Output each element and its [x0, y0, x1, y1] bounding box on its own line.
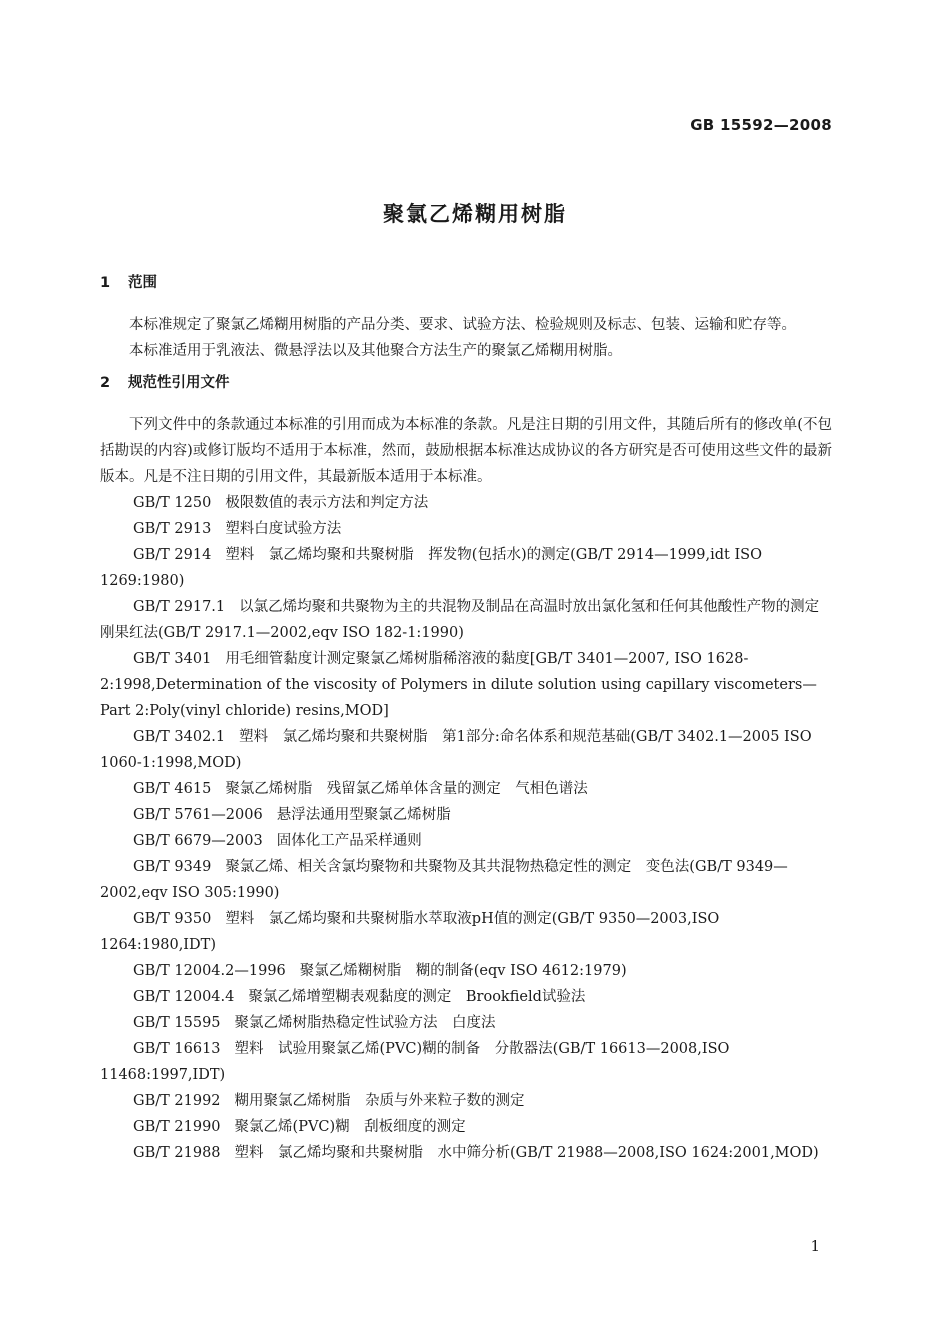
reference-item	[100, 854, 832, 906]
page-number: 1	[810, 1237, 820, 1255]
reference-item	[100, 1010, 832, 1036]
reference-title: 塑料 氯乙烯均聚和共聚树脂水萃取液pH值的测定(GB/T 9350—2003,ISO 1264:1980,IDT)	[100, 911, 720, 953]
reference-item	[100, 958, 832, 984]
section-number: 2	[100, 375, 111, 391]
paragraph: 本标准适用于乳液法、微悬浮法以及其他聚合方法生产的聚氯乙烯糊用树脂。	[129, 343, 622, 359]
paragraph: 下列文件中的条款通过本标准的引用而成为本标准的条款。凡是注日期的引用文件，其随后所有的修改单(不包括勘误的内容)或修订版均不适用于本标准，然而，鼓励根据本标准达成协议的各方研究是否可使用这些文件的最新版本。凡是不注日期的引用文件，其最新版本适用于本标准。	[100, 417, 832, 485]
reference-code: GB/T 3402.1	[133, 729, 226, 745]
reference-code: GB/T 2917.1	[133, 599, 226, 615]
reference-code: GB/T 9350	[133, 911, 212, 927]
reference-item	[100, 802, 832, 828]
section-title: 范围	[128, 275, 157, 291]
reference-item	[100, 906, 832, 958]
reference-item	[100, 490, 832, 516]
reference-code: GB/T 2914	[133, 547, 212, 563]
reference-item	[100, 984, 832, 1010]
reference-title: 用毛细管黏度计测定聚氯乙烯树脂稀溶液的黏度[GB/T 3401—2007, ISO 1628-2:1998,Determination of the viscosity of Polymers in dilute solution using capillary viscometers—Part 2:Poly(vinyl chloride) resins,MOD]	[100, 651, 817, 719]
reference-title: 聚氯乙烯树脂 残留氯乙烯单体含量的测定 气相色谱法	[225, 781, 588, 797]
reference-item	[100, 724, 832, 776]
reference-item	[100, 1088, 832, 1114]
reference-code: GB/T 6679—2003	[133, 833, 263, 849]
reference-title: 塑料白度试验方法	[225, 521, 342, 537]
reference-code: GB/T 12004.4	[133, 989, 235, 1005]
reference-code: GB/T 21988	[133, 1145, 221, 1161]
section-title: 规范性引用文件	[128, 375, 230, 391]
reference-code: GB/T 4615	[133, 781, 212, 797]
standard-number: GB 15592—2008	[690, 116, 832, 134]
reference-item	[100, 594, 832, 646]
reference-code: GB/T 21992	[133, 1093, 221, 1109]
section-body-normative-references	[100, 412, 832, 1166]
reference-item	[100, 542, 832, 594]
reference-code: GB/T 12004.2—1996	[133, 963, 286, 979]
reference-title: 塑料 氯乙烯均聚和共聚树脂 水中筛分析(GB/T 21988—2008,ISO 1624:2001,MOD)	[234, 1145, 819, 1161]
reference-title: 聚氯乙烯树脂热稳定性试验方法 白度法	[234, 1015, 496, 1031]
reference-item	[100, 646, 832, 724]
reference-title: 极限数值的表示方法和判定方法	[225, 495, 429, 511]
section-heading-normative-references	[100, 370, 832, 396]
reference-item	[100, 828, 832, 854]
reference-code: GB/T 2913	[133, 521, 212, 537]
reference-title: 糊用聚氯乙烯树脂 杂质与外来粒子数的测定	[234, 1093, 525, 1109]
section-heading-scope	[100, 270, 832, 296]
paragraph: 本标准规定了聚氯乙烯糊用树脂的产品分类、要求、试验方法、检验规则及标志、包装、运输和贮存等。	[129, 317, 796, 333]
reference-item	[100, 776, 832, 802]
document-title: 聚氯乙烯糊用树脂	[383, 202, 567, 226]
reference-item	[100, 1114, 832, 1140]
reference-title: 以氯乙烯均聚和共聚物为主的共混物及制品在高温时放出氯化氢和任何其他酸性产物的测定 刚果红法(GB/T 2917.1—2002,eqv ISO 182-1:1990)	[100, 599, 834, 641]
reference-title: 聚氯乙烯糊树脂 糊的制备(eqv ISO 4612:1979)	[299, 963, 627, 979]
reference-title: 塑料 氯乙烯均聚和共聚树脂 挥发物(包括水)的测定(GB/T 2914—1999,idt ISO 1269:1980)	[100, 547, 763, 589]
reference-title: 塑料 试验用聚氯乙烯(PVC)糊的制备 分散器法(GB/T 16613—2008,ISO 11468:1997,IDT)	[100, 1041, 730, 1083]
reference-code: GB/T 16613	[133, 1041, 221, 1057]
section-body-scope	[100, 312, 832, 364]
document-body	[100, 270, 832, 1166]
reference-title: 塑料 氯乙烯均聚和共聚树脂 第1部分:命名体系和规范基础(GB/T 3402.1—2005 ISO 1060-1:1998,MOD)	[100, 729, 812, 771]
reference-code: GB/T 15595	[133, 1015, 221, 1031]
reference-code: GB/T 1250	[133, 495, 212, 511]
reference-code: GB/T 21990	[133, 1119, 221, 1135]
reference-title: 聚氯乙烯增塑糊表观黏度的测定 Brookfield试验法	[248, 989, 586, 1005]
reference-title: 悬浮法通用型聚氯乙烯树脂	[276, 807, 451, 823]
reference-title: 固体化工产品采样通则	[276, 833, 422, 849]
section-number: 1	[100, 275, 111, 291]
reference-code: GB/T 5761—2006	[133, 807, 263, 823]
reference-item	[100, 1140, 832, 1166]
reference-list	[100, 490, 832, 1166]
reference-code: GB/T 9349	[133, 859, 212, 875]
reference-item	[100, 516, 832, 542]
reference-item	[100, 1036, 832, 1088]
reference-code: GB/T 3401	[133, 651, 212, 667]
reference-title: 聚氯乙烯、相关含氯均聚物和共聚物及其共混物热稳定性的测定 变色法(GB/T 9349—2002,eqv ISO 305:1990)	[100, 859, 788, 901]
reference-title: 聚氯乙烯(PVC)糊 刮板细度的测定	[234, 1119, 466, 1135]
